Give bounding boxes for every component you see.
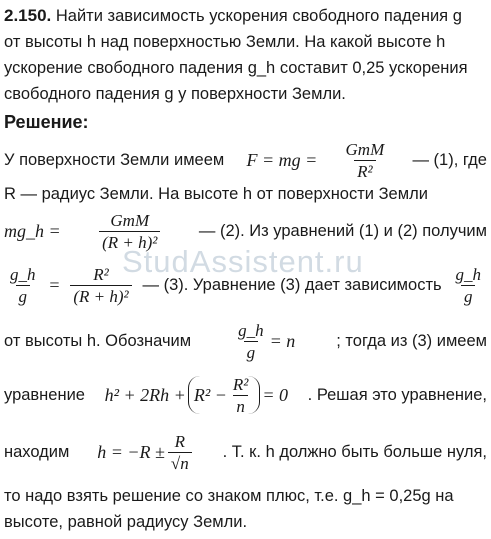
sol-l3-tail: — (2). Из уравнений (1) и (2) получим	[198, 222, 487, 240]
solution-line-2: R — радиус Земли. На высоте h от поверхности Земли	[4, 185, 428, 203]
formula-quadratic-a: h² + 2Rh +	[104, 385, 186, 405]
solution-line-3	[4, 208, 487, 254]
formula-quadratic-fraction	[230, 375, 251, 416]
formula-2-den: (R + h)²	[99, 231, 160, 252]
formula-3b-fraction	[452, 265, 484, 306]
sol-l1-eq: F = mg =	[246, 150, 318, 170]
sol-l6-text2: . Решая это уравнение,	[307, 386, 487, 404]
formula-n-num: g_h	[238, 320, 264, 340]
formula-1-num: GmM	[345, 139, 385, 159]
formula-n-def	[232, 321, 295, 362]
formula-2-fraction	[99, 211, 160, 252]
solution-line-5	[4, 318, 487, 364]
formula-n-fraction	[235, 321, 267, 362]
solution-heading-text: Решение:	[4, 112, 89, 132]
formula-2-num: GmM	[110, 210, 150, 230]
problem-number: 2.150.	[4, 6, 52, 25]
formula-3-right-fraction	[70, 265, 131, 306]
sol-l5-text1: от высоты h. Обозначим	[4, 332, 192, 350]
problem-line-3: ускорение свободного падения g_h составит 0,25 ускорения	[4, 59, 468, 77]
formula-n-eq: = n	[269, 331, 296, 351]
solution-heading	[4, 112, 487, 132]
formula-3-right-den: (R + h)²	[70, 285, 131, 306]
sol-l1-tail: — (1), где	[412, 151, 487, 169]
formula-3b-den: g	[461, 285, 476, 306]
formula-root-lhs: h = −R ±	[97, 442, 165, 462]
formula-3-left-fraction	[7, 265, 39, 306]
formula-1-den: R²	[354, 160, 375, 181]
sol-l1-text: У поверхности Земли имеем	[4, 151, 225, 169]
sol-l7-text1: находим	[4, 443, 70, 461]
formula-quadratic-b: = 0	[262, 385, 289, 405]
formula-3-right-num: R²	[93, 264, 109, 284]
sol-l3-lhs: mg_h =	[4, 221, 61, 241]
problem-line-1	[4, 6, 487, 26]
sol-l5-text2: ; тогда из (3) имеем	[336, 332, 487, 350]
formula-quadratic-den: n	[233, 395, 248, 416]
formula-root	[97, 432, 195, 473]
formula-quadratic	[105, 376, 288, 414]
formula-n-den: g	[244, 341, 259, 362]
formula-quadratic-inner: R² −	[193, 385, 227, 405]
solution-line-9: высоте, равной радиусу Земли.	[4, 513, 248, 531]
solution-line-1	[4, 138, 487, 182]
problem-text-1: Найти зависимость ускорения свободного падения g	[55, 7, 462, 25]
formula-3-left-num: g_h	[10, 264, 36, 284]
watermark: StudAssistent.ru	[122, 244, 364, 279]
formula-3-left-den: g	[16, 285, 31, 306]
sol-l6-text1: уравнение	[4, 386, 85, 404]
solution-line-7	[4, 428, 487, 476]
solution-line-4	[4, 262, 487, 308]
problem-line-2: от высоты h над поверхностью Земли. На какой высоте h	[4, 33, 446, 51]
formula-quadratic-paren	[188, 376, 261, 414]
problem-line-4: свободного падения g у поверхности Земли.	[4, 85, 346, 103]
formula-root-fraction	[168, 432, 192, 473]
formula-1-fraction	[343, 140, 388, 181]
formula-root-den: √n	[168, 452, 192, 473]
sol-l7-text2: . Т. к. h должно быть больше нуля,	[222, 443, 487, 461]
solution-line-6	[4, 370, 487, 420]
sol-l4-tail: — (3). Уравнение (3) дает зависимость	[142, 276, 442, 294]
formula-3-eq: =	[49, 275, 60, 295]
formula-3b-num: g_h	[455, 264, 481, 284]
formula-quadratic-num: R²	[232, 374, 249, 394]
formula-root-num: R	[174, 431, 185, 451]
solution-line-8: то надо взять решение со знаком плюс, т.е. g_h = 0,25g на	[4, 487, 454, 505]
